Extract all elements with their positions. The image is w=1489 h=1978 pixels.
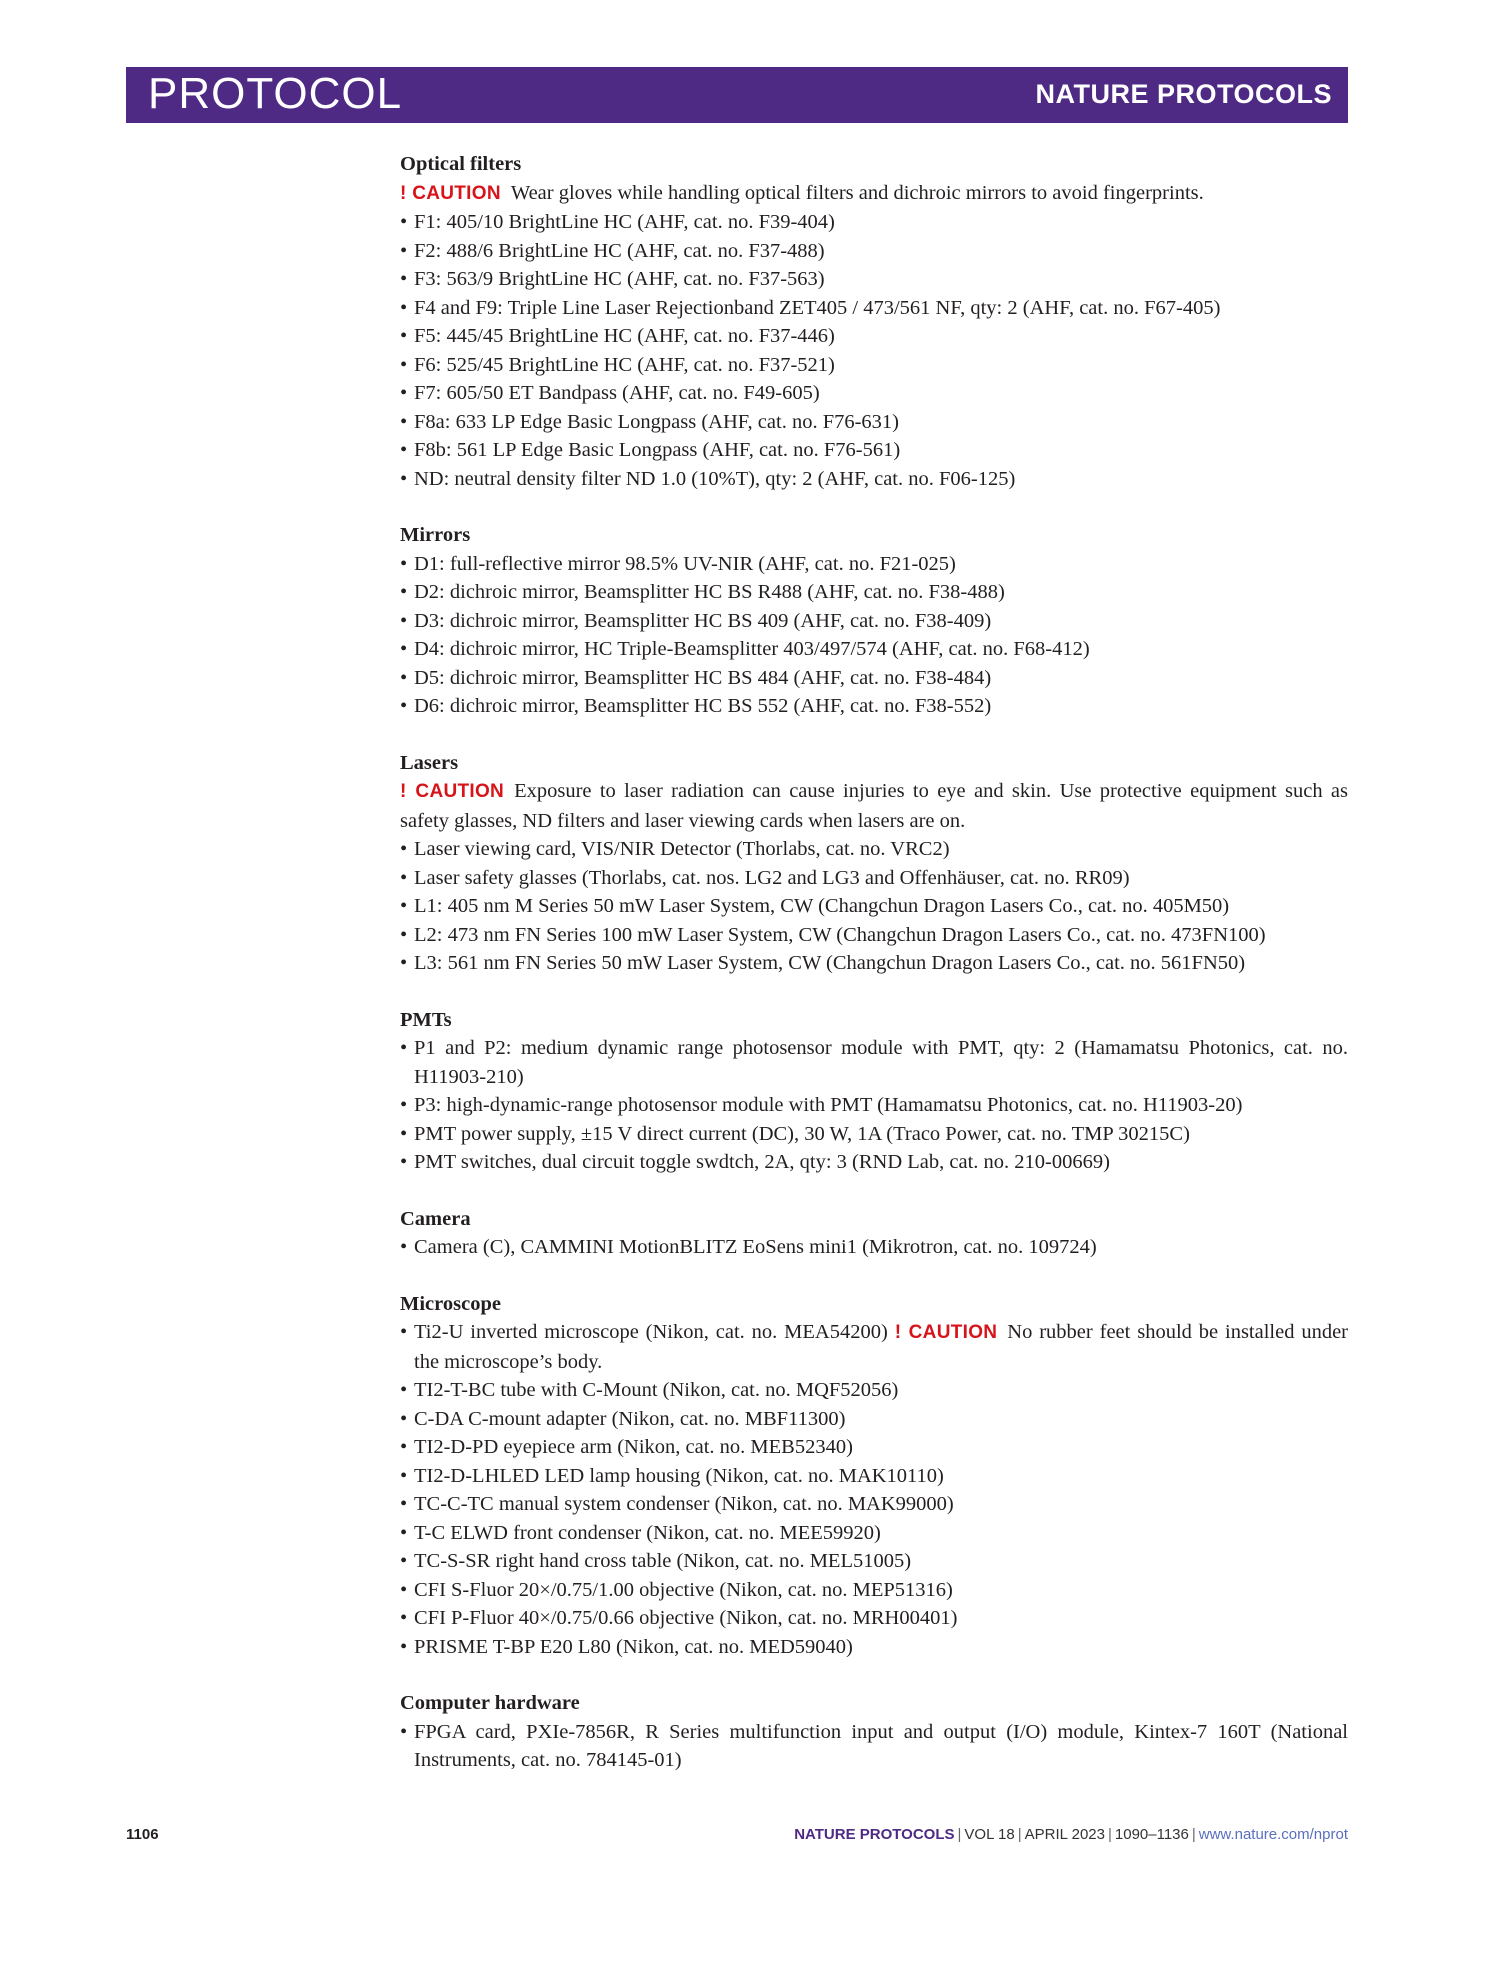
caution-text: No rubber feet should be installed under the microscope’s body. (414, 1321, 1349, 1373)
caution-label: ! CAUTION (400, 781, 505, 802)
footer-journal: NATURE PROTOCOLS (794, 1826, 955, 1843)
page-number: 1106 (126, 1826, 159, 1843)
item-list (400, 550, 1348, 721)
list-item: • D4: dichroic mirror, HC Triple-Beamsplitter 403/497/574 (AHF, cat. no. F68-412) (400, 638, 1090, 660)
list-item: • CFI P-Fluor 40×/0.75/0.66 objective (Nikon, cat. no. MRH00401) (400, 1607, 958, 1629)
list-item: • P3: high-dynamic-range photosensor module with PMT (Hamamatsu Photonics, cat. no. H11903-20) (400, 1094, 1243, 1116)
section-computer-hardware (400, 1689, 1348, 1775)
section-pmts (400, 1006, 1348, 1177)
item-list (400, 1233, 1348, 1262)
footer-date: APRIL 2023 (1024, 1826, 1105, 1843)
list-item: • Ti2-U inverted microscope (Nikon, cat. no. MEA54200) ! CAUTION No rubber feet should be installed under the microscope’s body. (400, 1321, 1349, 1373)
list-item: • F3: 563/9 BrightLine HC (AHF, cat. no. F37-563) (400, 268, 825, 290)
list-item: • L3: 561 nm FN Series 50 mW Laser System, CW (Changchun Dragon Lasers Co., cat. no. 561FN50) (400, 952, 1246, 974)
list-item: • C-DA C-mount adapter (Nikon, cat. no. MBF11300) (400, 1407, 846, 1430)
journal-name: NATURE PROTOCOLS (1035, 79, 1332, 109)
footer-url[interactable]: www.nature.com/nprot (1198, 1826, 1348, 1843)
section-mirrors (400, 521, 1348, 721)
list-item: • D1: full-reflective mirror 98.5% UV-NIR (AHF, cat. no. F21-025) (400, 552, 956, 575)
citation-info: NATURE PROTOCOLS | VOL 18 | APRIL 2023 | 1090–1136 | www.nature.com/nprot (794, 1826, 1348, 1843)
item-list (400, 1318, 1348, 1661)
list-item: • T-C ELWD front condenser (Nikon, cat. no. MEE59920) (400, 1521, 881, 1544)
caution-text: Exposure to laser radiation can cause injuries to eye and skin. Use protective equipment such as safety glasses, ND filters and laser viewing cards when lasers are on. (400, 780, 1348, 832)
list-item: • F1: 405/10 BrightLine HC (AHF, cat. no. F39-404) (400, 211, 835, 233)
section-microscope (400, 1290, 1348, 1662)
list-item: • TI2-D-LHLED LED lamp housing (Nikon, cat. no. MAK10110) (400, 1464, 944, 1487)
item-list (400, 208, 1348, 493)
list-item: • Laser viewing card, VIS/NIR Detector (Thorlabs, cat. no. VRC2) (400, 838, 950, 860)
list-item: • D5: dichroic mirror, Beamsplitter HC BS 484 (AHF, cat. no. F38-484) (400, 666, 992, 689)
list-item: • F6: 525/45 BrightLine HC (AHF, cat. no. F37-521) (400, 353, 835, 376)
list-item: • D2: dichroic mirror, Beamsplitter HC BS R488 (AHF, cat. no. F38-488) (400, 581, 1005, 603)
list-item: • ND: neutral density filter ND 1.0 (10%T), qty: 2 (AHF, cat. no. F06-125) (400, 467, 1016, 490)
list-item: • TI2-D-PD eyepiece arm (Nikon, cat. no. MEB52340) (400, 1436, 853, 1458)
section-title: Mirrors (400, 524, 471, 546)
item-list (400, 835, 1348, 978)
list-item: • Camera (C), CAMMINI MotionBLITZ EoSens mini1 (Mikrotron, cat. no. 109724) (400, 1236, 1097, 1258)
list-item: • PMT power supply, ±15 V direct current (DC), 30 W, 1A (Traco Power, cat. no. TMP 30215C) (400, 1122, 1190, 1145)
footer-pages: 1090–1136 (1114, 1826, 1189, 1843)
list-item: • Laser safety glasses (Thorlabs, cat. nos. LG2 and LG3 and Offenhäuser, cat. no. RR09) (400, 866, 1130, 889)
section-optical-filters (400, 150, 1348, 493)
list-item: • FPGA card, PXIe-7856R, R Series multifunction input and output (I/O) module, Kintex-7 160T (National Instruments, cat. no. 784145-01) (400, 1720, 1348, 1771)
list-item: • TC-C-TC manual system condenser (Nikon, cat. no. MAK99000) (400, 1493, 954, 1515)
section-title: Camera (400, 1207, 471, 1230)
caution-note (400, 179, 1348, 209)
list-item: • F4 and F9: Triple Line Laser Rejectionband ZET405 / 473/561 NF, qty: 2 (AHF, cat. no. F67-405) (400, 296, 1221, 319)
footer-volume: VOL 18 (964, 1826, 1015, 1843)
list-item: • F8b: 561 LP Edge Basic Longpass (AHF, cat. no. F76-561) (400, 439, 901, 461)
list-item: • TI2-T-BC tube with C-Mount (Nikon, cat. no. MQF52056) (400, 1379, 899, 1401)
item-list (400, 1718, 1348, 1775)
caution-note (400, 777, 1348, 835)
list-item: • L2: 473 nm FN Series 100 mW Laser System, CW (Changchun Dragon Lasers Co., cat. no. 473FN100) (400, 923, 1266, 946)
list-item: • D3: dichroic mirror, Beamsplitter HC BS 409 (AHF, cat. no. F38-409) (400, 609, 992, 632)
list-item: • TC-S-SR right hand cross table (Nikon, cat. no. MEL51005) (400, 1550, 912, 1572)
section-camera (400, 1205, 1348, 1262)
list-item: • F7: 605/50 ET Bandpass (AHF, cat. no. F49-605) (400, 382, 820, 404)
section-title: Computer hardware (400, 1692, 580, 1714)
list-item: • D6: dichroic mirror, Beamsplitter HC BS 552 (AHF, cat. no. F38-552) (400, 695, 992, 717)
list-item: • PRISME T-BP E20 L80 (Nikon, cat. no. MED59040) (400, 1635, 853, 1658)
page-footer (126, 1826, 1348, 1850)
section-title: Lasers (400, 751, 459, 774)
main-content (400, 150, 1348, 1803)
section-label: PROTOCOL (148, 69, 403, 118)
section-lasers (400, 749, 1348, 978)
caution-label: ! CAUTION (400, 182, 501, 204)
list-item: • P1 and P2: medium dynamic range photosensor module with PMT, qty: 2 (Hamamatsu Photonics, cat. no. H11903-210) (400, 1037, 1348, 1088)
section-title: Microscope (400, 1292, 501, 1315)
list-item: • L1: 405 nm M Series 50 mW Laser System, CW (Changchun Dragon Lasers Co., cat. no. 405M50) (400, 895, 1230, 917)
item-list (400, 1034, 1348, 1177)
caution-text: Wear gloves while handling optical filters and dichroic mirrors to avoid fingerprints. (510, 181, 1204, 204)
header-banner (126, 67, 1348, 123)
section-title: PMTs (400, 1008, 452, 1031)
list-item: • F2: 488/6 BrightLine HC (AHF, cat. no. F37-488) (400, 239, 825, 262)
section-title: Optical filters (400, 153, 522, 175)
list-item: • PMT switches, dual circuit toggle swdtch, 2A, qty: 3 (RND Lab, cat. no. 210-00669) (400, 1151, 1110, 1173)
caution-label: ! CAUTION (894, 1322, 998, 1343)
list-item: • CFI S-Fluor 20×/0.75/1.00 objective (Nikon, cat. no. MEP51316) (400, 1578, 953, 1601)
list-item: • F5: 445/45 BrightLine HC (AHF, cat. no. F37-446) (400, 325, 835, 347)
list-item: • F8a: 633 LP Edge Basic Longpass (AHF, cat. no. F76-631) (400, 410, 899, 433)
